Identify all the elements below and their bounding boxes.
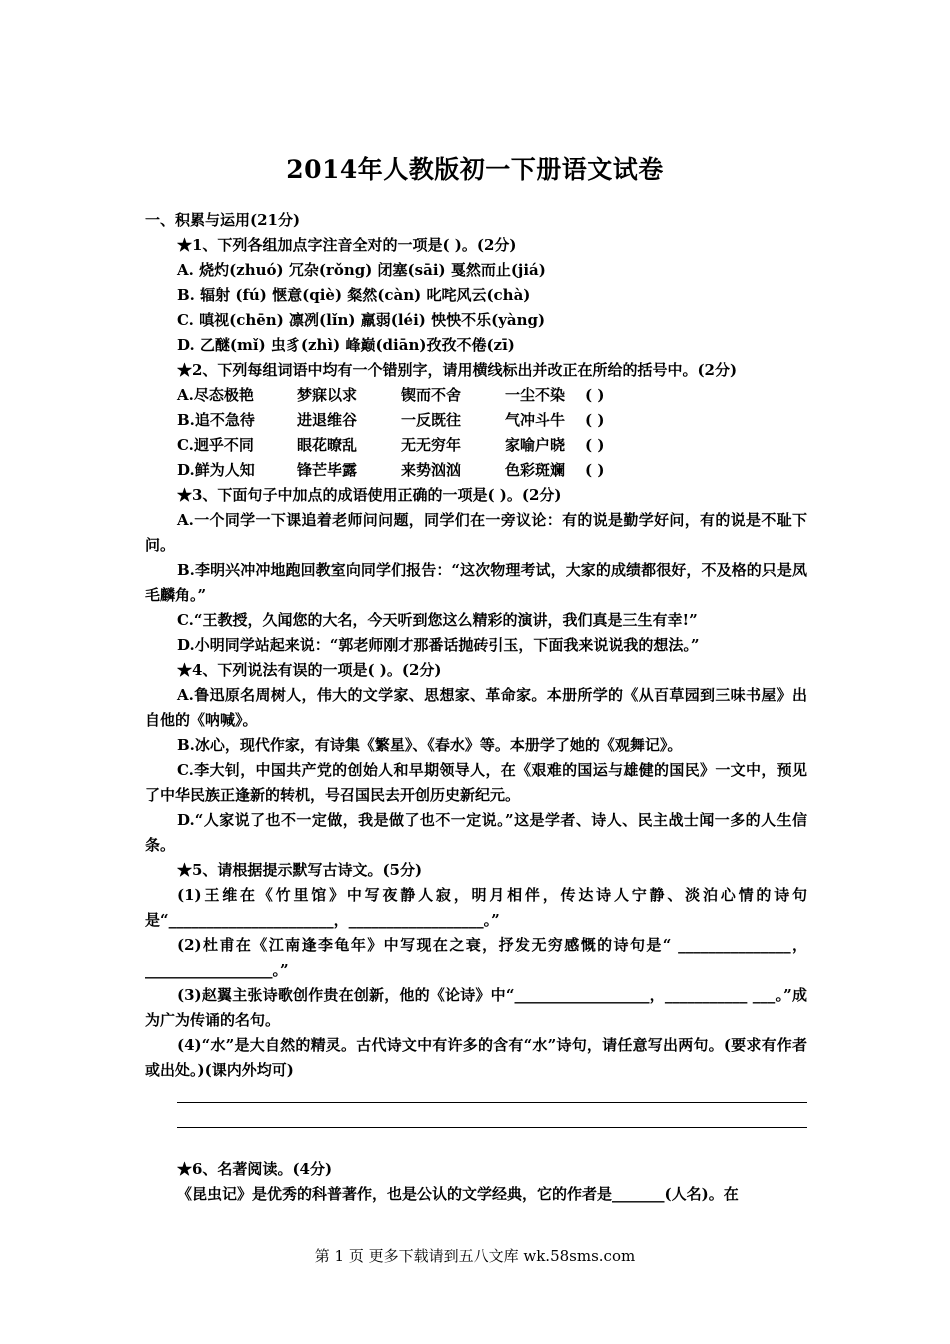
page-footer: 第 1 页 更多下载请到五八文库 wk.58sms.com (314, 1247, 636, 1265)
q4-option-b: B.冰心，现代作家，有诗集《繁星》、《春水》等。本册学了她的《观舞记》。 (177, 736, 683, 754)
q2-row-a: A.尽态极艳 梦寐以求 锲而不舍 一尘不染 ( ) (145, 383, 807, 408)
q1-option-d: D. 乙醚(mǐ) 虫豸(zhì) 峰巅(diān)孜孜不倦(zī) (177, 336, 515, 354)
q6-text: 《昆虫记》是优秀的科普著作，也是公认的文学经典，它的作者是_______(人名)。在 (177, 1185, 739, 1203)
q5-part-1: (1)王维在《竹里馆》中写夜静人寂，明月相伴，传达诗人宁静、淡泊心情的诗句是“______________________，__________________。” (145, 886, 807, 929)
question-5-heading: ★5、请根据提示默写古诗文。(5分) (177, 861, 423, 879)
q3-option-c: C.“王教授，久闻您的大名，今天听到您这么精彩的演讲，我们真是三生有幸!” (177, 611, 698, 629)
question-4-heading: ★4、下列说法有误的一项是( )。(2分) (177, 661, 442, 679)
question-2-heading: ★2、下列每组词语中均有一个错别字，请用横线标出并改正在所给的括号中。(2分) (177, 361, 738, 379)
answer-bracket: ( ) (585, 461, 605, 479)
q3-option-d: D.小明同学站起来说：“郭老师刚才那番话抛砖引玉，下面我来说说我的想法。” (177, 636, 700, 654)
question-1-heading: ★1、下列各组加点字注音全对的一项是( )。(2分) (177, 236, 517, 254)
q4-option-a: A.鲁迅原名周树人，伟大的文学家、思想家、革命家。本册所学的《从百草园到三味书屋》出自他的《呐喊》。 (145, 686, 807, 729)
page-title: 2014年人教版初一下册语文试卷 (286, 155, 664, 184)
answer-bracket: ( ) (585, 386, 605, 404)
q5-part-4: (4)“水”是大自然的精灵。古代诗文中有许多的含有“水”诗句，请任意写出两句。(要求有作者或出处。)(课内外均可) (145, 1036, 807, 1079)
exam-content (145, 208, 807, 1207)
q3-option-b: B.李明兴冲冲地跑回教室向同学们报告：“这次物理考试，大家的成绩都很好，不及格的只是凤毛麟角。” (145, 561, 807, 604)
answer-line (177, 1083, 807, 1108)
answer-bracket: ( ) (585, 436, 605, 454)
q1-option-b: B. 辐射 (fú) 惬意(qiè) 粲然(càn) 叱咤风云(chà) (177, 286, 531, 304)
q2-row-c: C.迥乎不同 眼花暸乱 无无穷年 家喻户晓 ( ) (145, 433, 807, 458)
q4-option-c: C.李大钊，中国共产党的创始人和早期领导人，在《艰难的国运与雄健的国民》一文中，预见了中华民族正逢新的转机，号召国民去开创历史新纪元。 (145, 761, 807, 804)
q5-part-2: (2)杜甫在《江南逢李龟年》中写现在之衰，抒发无穷感慨的诗句是“ _______________，_________________。” (145, 936, 807, 979)
answer-bracket: ( ) (585, 411, 605, 429)
question-3-heading: ★3、下面句子中加点的成语使用正确的一项是( )。(2分) (177, 486, 562, 504)
answer-line (177, 1108, 807, 1133)
section-heading: 一、积累与运用(21分) (145, 211, 301, 229)
q2-row-d: D.鲜为人知 锋芒毕露 来势汹汹 色彩斑斓 ( ) (145, 458, 807, 483)
question-6-heading: ★6、名著阅读。(4分) (177, 1160, 333, 1178)
q1-option-a: A. 烧灼(zhuó) 冗杂(rǒng) 闭塞(sāi) 戛然而止(jiá) (177, 261, 546, 279)
q2-row-b: B.追不急待 进退维谷 一反既往 气冲斗牛 ( ) (145, 408, 807, 433)
q4-option-d: D.“人家说了也不一定做，我是做了也不一定说。”这是学者、诗人、民主战士闻一多的人生信条。 (145, 811, 807, 854)
q3-option-a: A.一个同学一下课追着老师问问题，同学们在一旁议论：有的说是勤学好问，有的说是不耻下问。 (145, 511, 807, 554)
q1-option-c: C. 嗔视(chēn) 凛冽(lǐn) 羸弱(léi) 怏怏不乐(yàng) (177, 311, 546, 329)
q5-part-3: (3)赵翼主张诗歌创作贵在创新，他的《论诗》中“__________________，___________ ___。”成为广为传诵的名句。 (145, 986, 807, 1029)
